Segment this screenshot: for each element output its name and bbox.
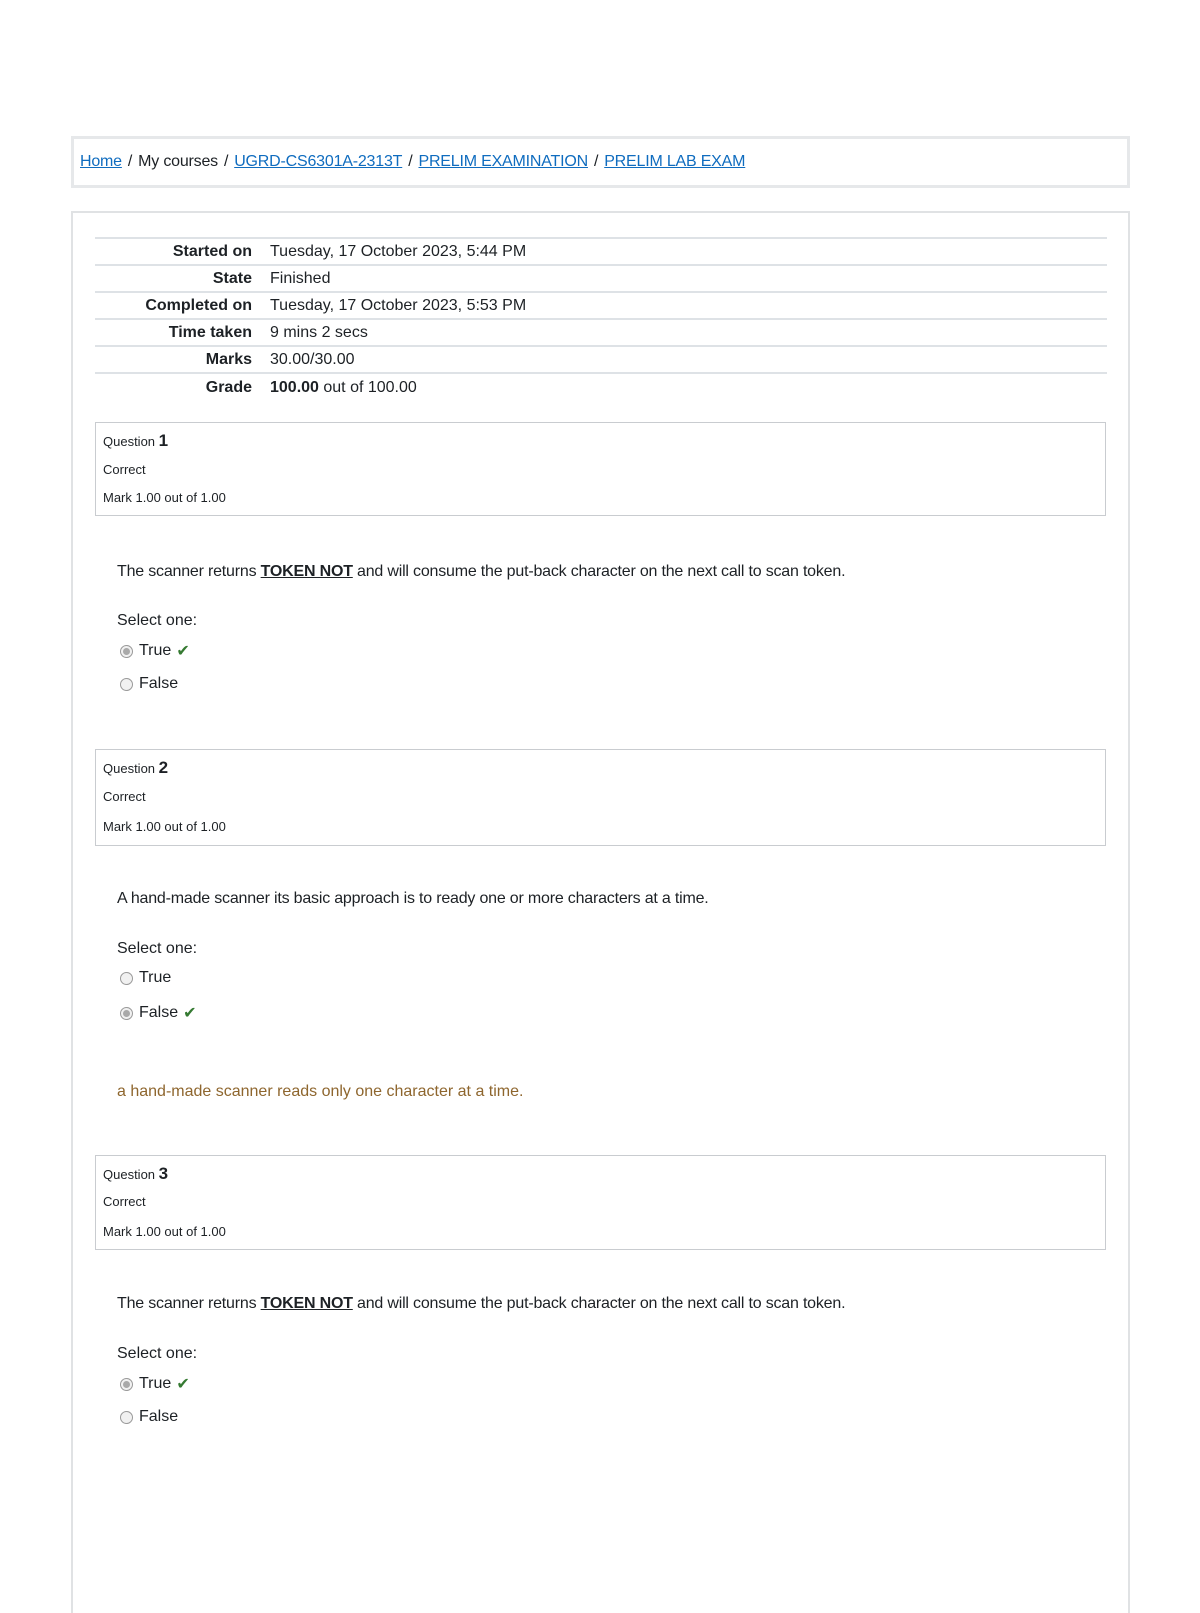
option-label: False [139, 1004, 179, 1021]
breadcrumb-course-link[interactable]: UGRD-CS6301A-2313T [234, 153, 403, 170]
question-state: Correct [103, 462, 146, 477]
marks-label: Marks [205, 351, 252, 368]
attempt-summary-table [95, 237, 1107, 400]
radio-icon[interactable] [120, 645, 133, 658]
question-text-bold: TOKEN NOT [260, 1295, 353, 1312]
question-2-option-false[interactable] [120, 1003, 197, 1023]
question-number-value: 1 [158, 431, 169, 450]
breadcrumb-home-link[interactable]: Home [80, 153, 122, 170]
question-mark: Mark 1.00 out of 1.00 [103, 819, 226, 834]
question-mark: Mark 1.00 out of 1.00 [103, 490, 226, 505]
check-icon: ✔ [183, 1005, 197, 1022]
question-label: Question [103, 1167, 156, 1182]
question-number [103, 758, 168, 778]
question-3-option-false[interactable] [120, 1408, 178, 1426]
question-1-info [95, 422, 1106, 516]
option-label: False [139, 675, 179, 692]
select-one-label: Select one: [117, 1345, 198, 1362]
breadcrumb-section-link[interactable]: PRELIM EXAMINATION [418, 153, 588, 170]
question-label: Question [103, 761, 156, 776]
question-text-part: and will consume the put-back character on the next call to scan token. [352, 563, 846, 580]
completed-on-value: Tuesday, 17 October 2023, 5:53 PM [270, 297, 527, 314]
question-1-option-false[interactable] [120, 675, 178, 693]
select-one-label: Select one: [117, 612, 198, 629]
question-state: Correct [103, 1194, 146, 1209]
breadcrumb-separator: / [593, 153, 599, 170]
grade-label: Grade [205, 378, 252, 396]
marks-value: 30.00/30.00 [270, 351, 355, 368]
check-icon: ✔ [176, 643, 190, 660]
summary-row-completed [95, 292, 1107, 319]
question-text-part: The scanner returns [117, 563, 261, 580]
option-label: True [139, 969, 172, 986]
question-number [103, 431, 168, 451]
summary-row-state [95, 265, 1107, 292]
option-label: False [139, 1408, 179, 1425]
summary-row-marks [95, 346, 1107, 373]
question-label: Question [103, 434, 156, 449]
radio-icon[interactable] [120, 678, 133, 691]
breadcrumb-my-courses: My courses [138, 153, 218, 170]
radio-icon[interactable] [120, 1411, 133, 1424]
question-2-option-true[interactable] [120, 969, 171, 987]
breadcrumb-separator: / [127, 153, 133, 170]
radio-icon[interactable] [120, 1378, 133, 1391]
select-one-label: Select one: [117, 940, 198, 957]
radio-icon[interactable] [120, 972, 133, 985]
summary-row-grade [95, 373, 1107, 400]
completed-on-label: Completed on [145, 297, 252, 314]
quiz-review-region [71, 211, 1130, 1613]
question-text-bold: TOKEN NOT [260, 563, 353, 580]
question-2-feedback: a hand-made scanner reads only one character at a time. [117, 1083, 524, 1100]
breadcrumb-separator: / [408, 153, 413, 170]
question-3-option-true[interactable] [120, 1374, 190, 1394]
question-text-part: and will consume the put-back character on the next call to scan token. [352, 1295, 846, 1312]
summary-row-started [95, 238, 1107, 265]
started-on-label: Started on [172, 243, 252, 260]
question-3-text [117, 1295, 845, 1313]
question-1-option-true[interactable] [120, 641, 190, 661]
breadcrumb-activity-link[interactable]: PRELIM LAB EXAM [604, 153, 746, 170]
question-1-text [117, 563, 845, 581]
state-value: Finished [270, 270, 331, 287]
option-label: True [139, 1375, 172, 1392]
check-icon: ✔ [176, 1376, 190, 1393]
summary-row-time-taken [95, 319, 1107, 346]
breadcrumb-separator: / [223, 153, 229, 170]
question-mark: Mark 1.00 out of 1.00 [103, 1224, 226, 1239]
grade-out-of: out of 100.00 [318, 378, 417, 396]
question-number-value: 3 [158, 1164, 169, 1183]
grade-score: 100.00 [270, 378, 319, 396]
time-taken-label: Time taken [168, 324, 252, 341]
state-label: State [212, 270, 252, 287]
time-taken-value: 9 mins 2 secs [270, 324, 368, 341]
question-state: Correct [103, 789, 146, 804]
option-label: True [139, 642, 172, 659]
question-text-part: The scanner returns [117, 1295, 261, 1312]
breadcrumb [80, 153, 745, 171]
breadcrumb-container [71, 136, 1130, 188]
question-number-value: 2 [158, 758, 169, 777]
question-2-info [95, 749, 1106, 846]
grade-value [270, 373, 1107, 400]
question-number [103, 1164, 168, 1184]
question-3-info [95, 1155, 1106, 1250]
radio-icon[interactable] [120, 1007, 133, 1020]
started-on-value: Tuesday, 17 October 2023, 5:44 PM [270, 243, 527, 260]
question-2-text: A hand-made scanner its basic approach is to ready one or more characters at a time. [117, 890, 709, 907]
